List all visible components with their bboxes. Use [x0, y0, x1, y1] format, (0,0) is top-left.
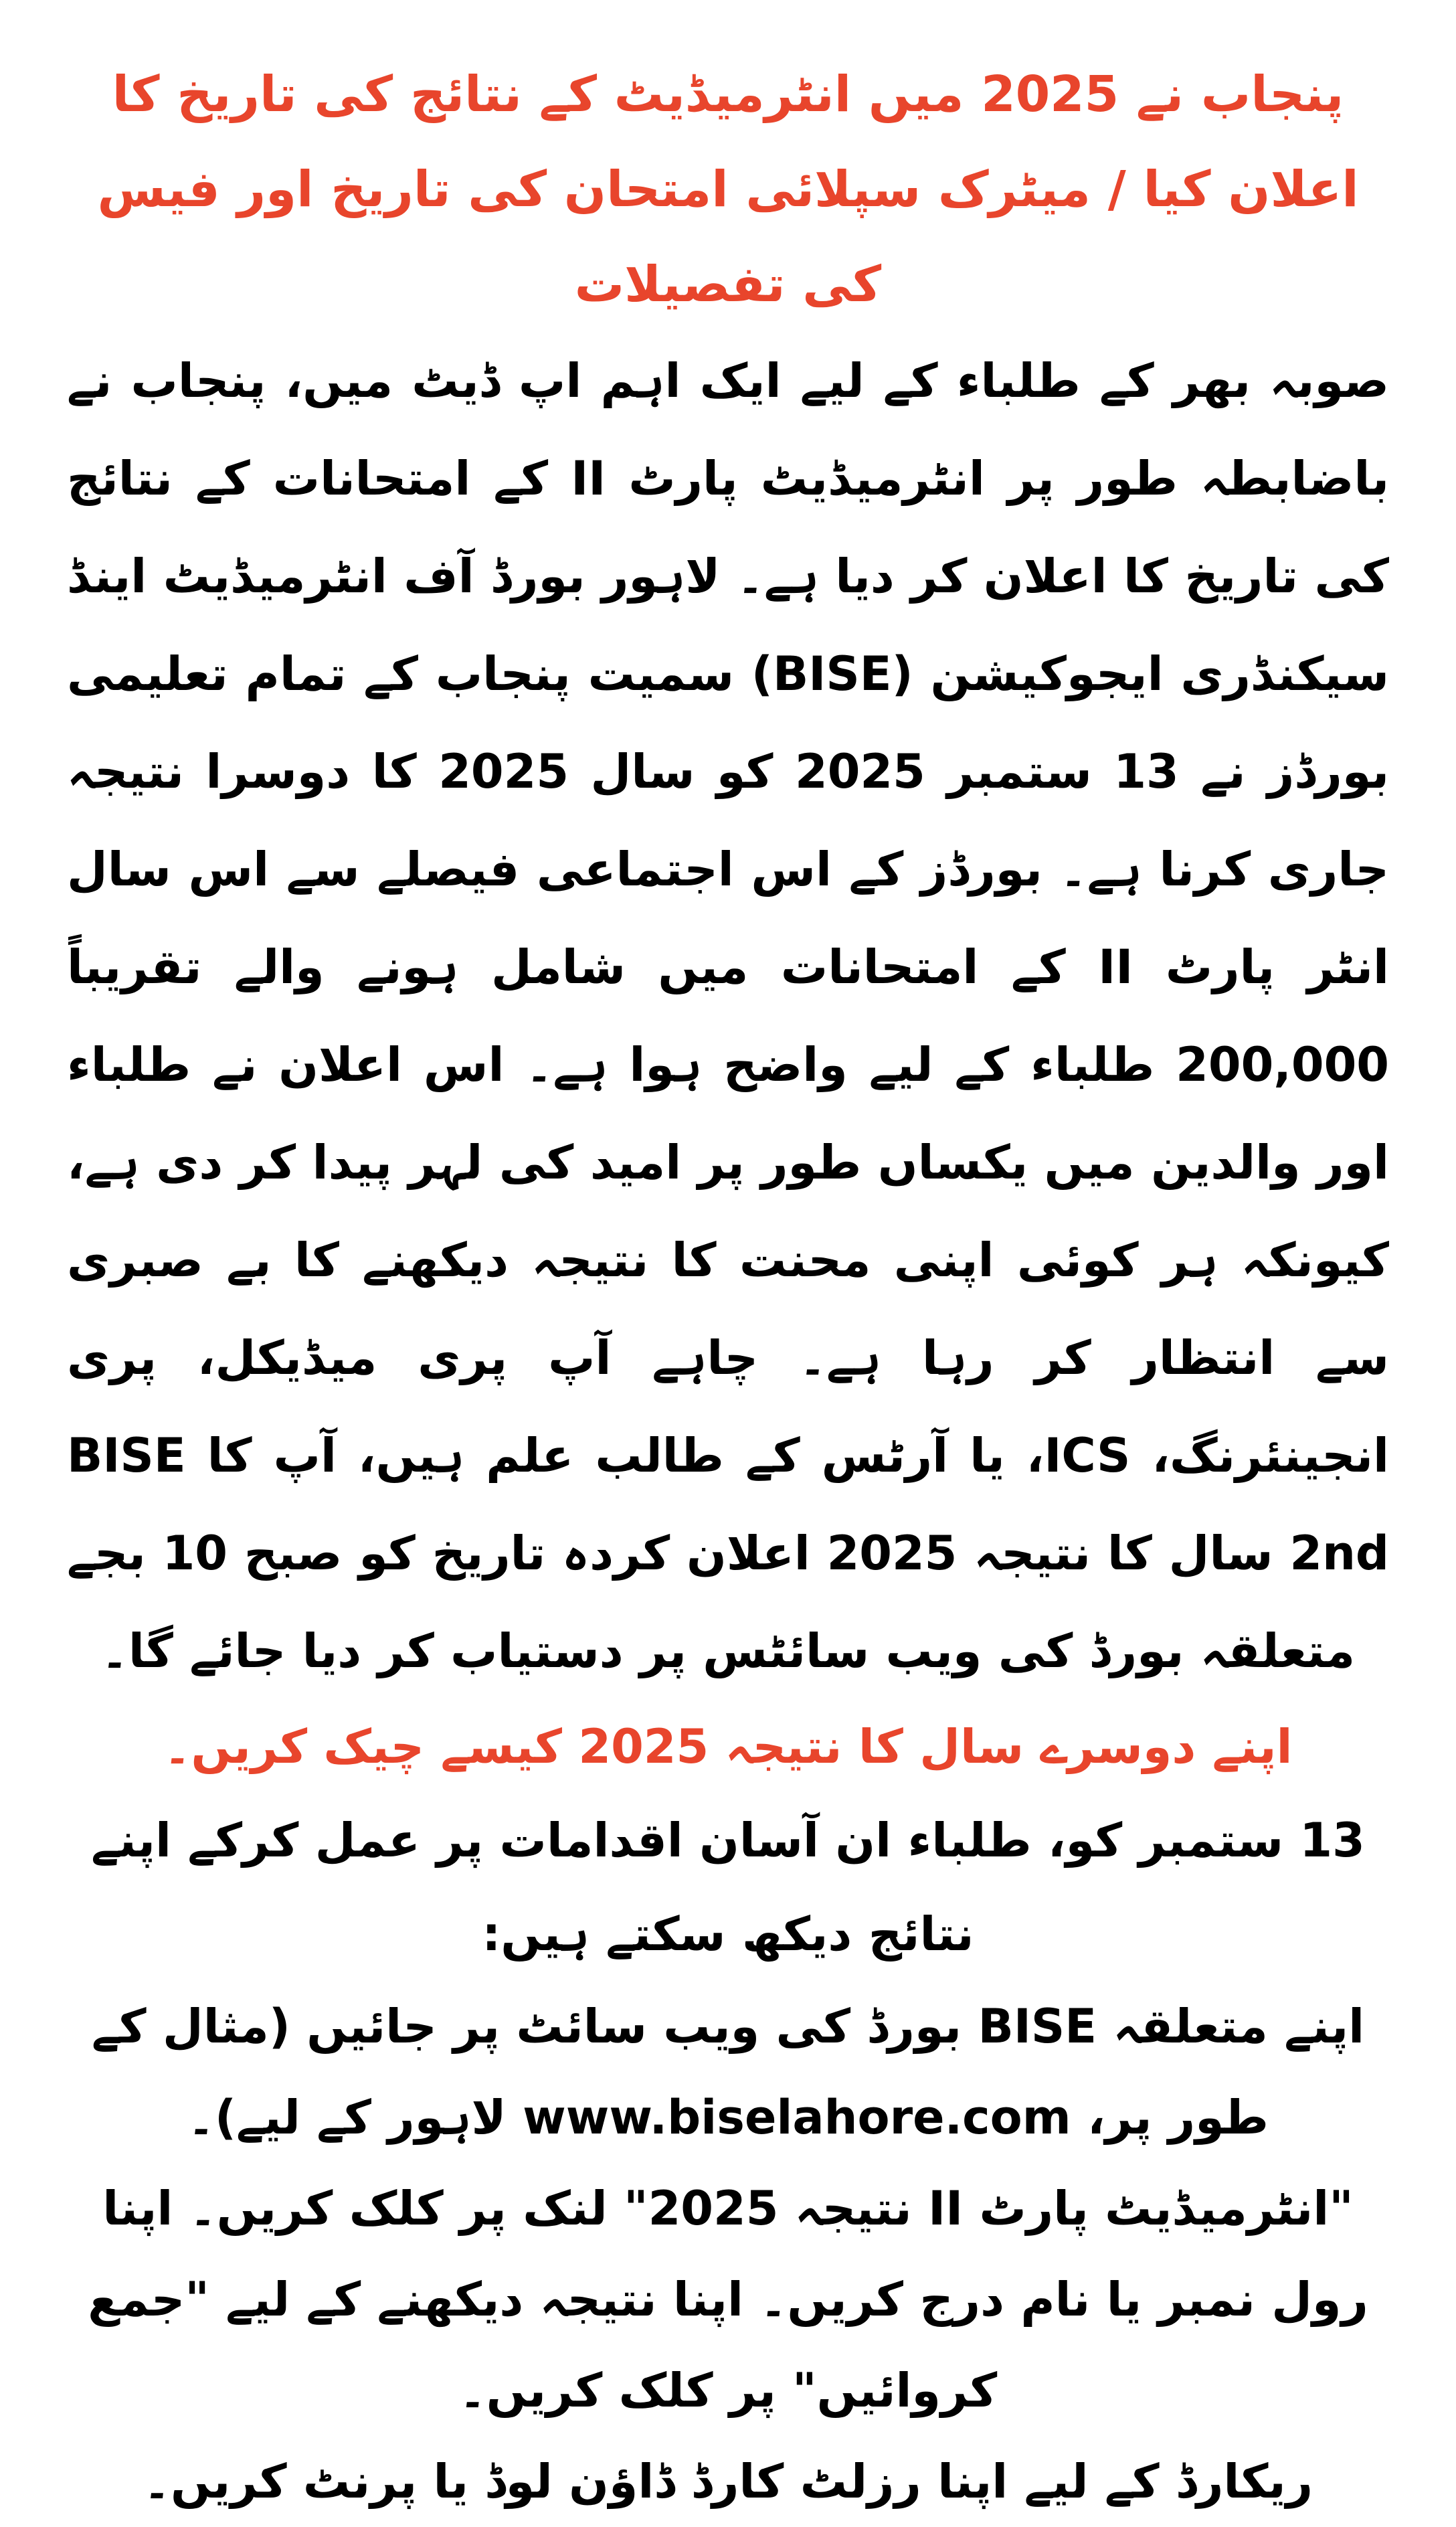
how-to-heading: اپنے دوسرے سال کا نتیجہ 2025 کیسے چیک کریں۔ — [163, 1719, 1293, 1774]
article-title: پنجاب نے 2025 میں انٹرمیڈیٹ کے نتائج کی تاریخ کا اعلان کیا / میٹرک سپلائی امتحان کی تاریخ اور فیس کی تفصیلات — [97, 66, 1359, 313]
intro-paragraph: صوبہ بھر کے طلباء کے لیے ایک اہم اپ ڈیٹ میں، پنجاب نے باضابطہ طور پر انٹرمیڈیٹ پارٹ II کے امتحانات کے نتائج کی تاریخ کا اعلان کر دیا ہے۔ لاہور بورڈ آف انٹرمیڈیٹ اینڈ سیکنڈری ایجوکیشن (BISE) سمیت پنجاب کے تمام تعلیمی بورڈز نے 13 ستمبر 2025 کو سال 2025 کا دوسرا نتیجہ جاری کرنا ہے۔ بورڈز کے اس اجتماعی فیصلے سے اس سال انٹر پارٹ II کے امتحانات میں شامل ہونے والے تقریباً 200,000 طلباء کے لیے واضح ہوا ہے۔ اس اعلان نے طلباء اور والدین میں یکساں طور پر امید کی لہر پیدا کر دی ہے، کیونکہ ہر کوئی اپنی محنت کا نتیجہ دیکھنے کا بے صبری سے انتظار کر رہا ہے۔ چاہے آپ پری میڈیکل، پری انجینئرنگ، ICS، یا آرٹس کے طالب علم ہیں، آپ کا BISE 2nd سال کا نتیجہ 2025 اعلان کردہ تاریخ کو صبح 10 بجے متعلقہ بورڈ کی ویب سائٹس پر دستیاب کر دیا جائے گا۔ — [67, 353, 1390, 1678]
how-to-intro: 13 ستمبر کو، طلباء ان آسان اقدامات پر عمل کرکے اپنے نتائج دیکھ سکتے ہیں: — [91, 1813, 1365, 1962]
step-click-link: "انٹرمیڈیٹ پارٹ II نتیجہ 2025" لنک پر کلک کریں۔ اپنا رول نمبر یا نام درج کریں۔ اپنا نتیجہ دیکھنے کے لیے "جمع کروائیں" پر کلک کریں۔ — [88, 2181, 1368, 2418]
step-download-card: ریکارڈ کے لیے اپنا رزلٹ کارڈ ڈاؤن لوڈ یا پرنٹ کریں۔ — [143, 2454, 1313, 2509]
article — [54, 47, 1402, 2509]
step-visit-website: اپنے متعلقہ BISE بورڈ کی ویب سائٹ پر جائیں (مثال کے طور پر، www.biselahore.com لاہور کے لیے)۔ — [91, 1999, 1365, 2145]
steps-list — [54, 1981, 1402, 2527]
